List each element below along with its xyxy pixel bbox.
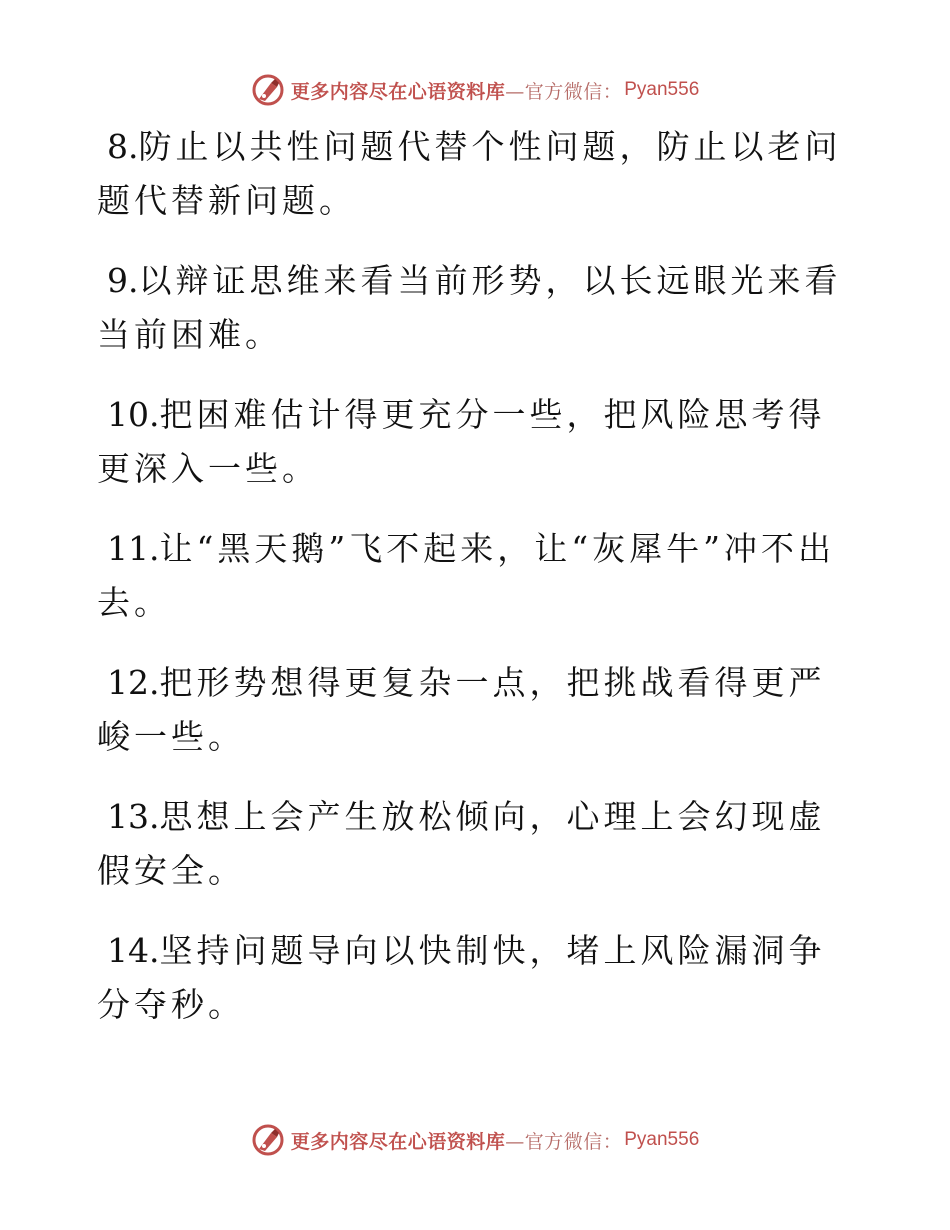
document-body [97,120,857,1058]
item-number: 12. [107,663,160,702]
header-watermark [0,70,950,110]
watermark-text: 更多内容尽在心语资料库 [290,1130,506,1153]
item-number: 14. [107,931,160,970]
item-text: 以辩证思维来看当前形势，以长远眼光来看当前困难。 [97,261,842,354]
item-number: 8. [107,127,139,166]
list-item [97,254,857,362]
list-item [97,790,857,898]
item-number: 13. [107,797,160,836]
item-number: 9. [107,261,139,300]
item-number: 11. [107,529,160,568]
footer-watermark [0,1120,950,1160]
item-text: 把困难估计得更充分一些，把风险思考得更深入一些。 [97,395,826,488]
pen-logo-icon [251,1123,285,1157]
item-text: 让“黑天鹅”飞不起来，让“灰犀牛”冲不出去。 [97,529,835,622]
list-item [97,924,857,1032]
item-text: 防止以共性问题代替个性问题，防止以老问题代替新问题。 [97,127,842,220]
watermark-text: 更多内容尽在心语资料库 [290,80,506,103]
watermark-separator: —官方微信： [505,1130,623,1153]
item-text: 思想上会产生放松倾向，心理上会幻现虚假安全。 [97,797,826,890]
item-number: 10. [107,395,160,434]
list-item [97,388,857,496]
item-text: 把形势想得更复杂一点，把挑战看得更严峻一些。 [97,663,826,756]
watermark-wechat-id: Pyan556 [624,1129,700,1150]
list-item [97,120,857,228]
list-item [97,522,857,630]
watermark-separator: —官方微信： [505,80,623,103]
watermark-wechat-id: Pyan556 [624,79,700,100]
list-item [97,656,857,764]
item-text: 坚持问题导向以快制快，堵上风险漏洞争分夺秒。 [97,931,826,1024]
pen-logo-icon [251,73,285,107]
